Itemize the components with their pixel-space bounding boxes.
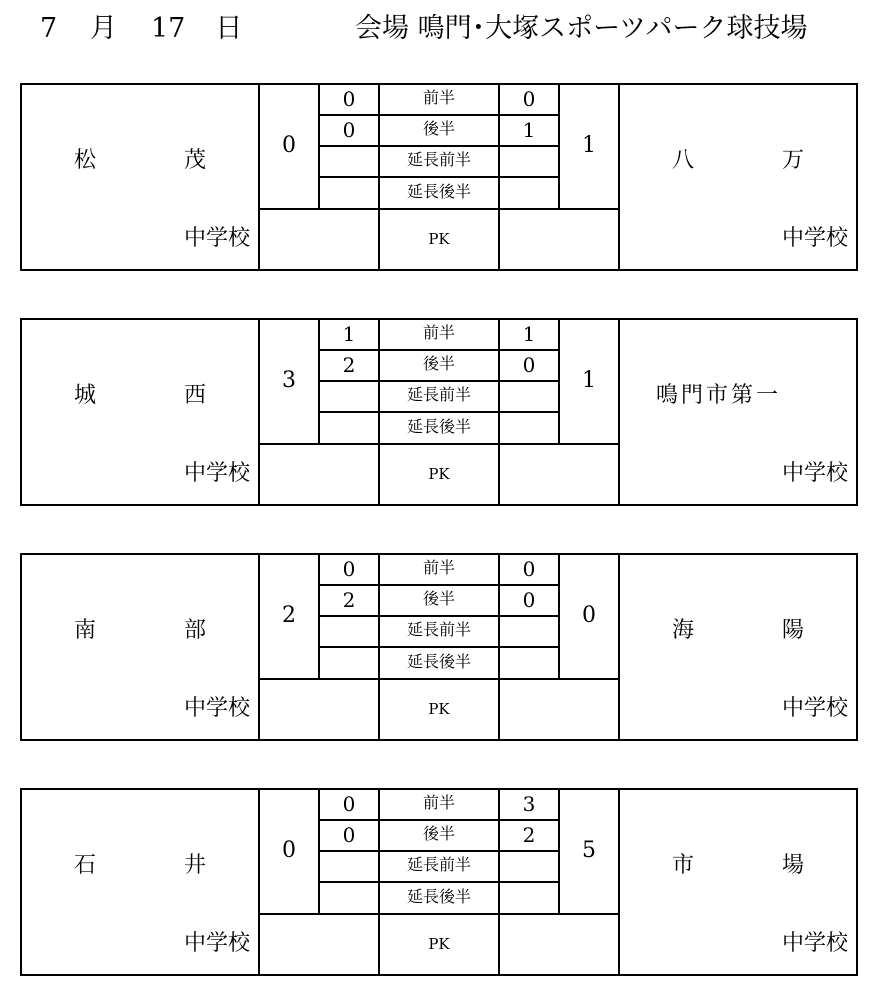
match-table: [20, 318, 858, 506]
pk-label: PK: [428, 935, 450, 953]
home-team-char1: 南: [73, 618, 96, 643]
table-border: [856, 788, 858, 976]
table-divider: [318, 114, 560, 116]
home-school-suffix: 中学校: [183, 461, 250, 486]
home-total-score: 0: [282, 133, 296, 158]
table-divider: [618, 83, 620, 271]
table-border: [20, 504, 858, 506]
away-team-char2: 陽: [781, 618, 804, 643]
extra-first-half-label: 延長前半: [406, 150, 471, 169]
table-border: [20, 788, 858, 790]
second-half-label: 後半: [422, 354, 455, 373]
extra-second-half-label: 延長後半: [406, 417, 471, 436]
second-half-label: 後半: [422, 589, 455, 608]
table-divider: [258, 443, 620, 445]
away-total-score: 1: [582, 368, 596, 393]
first-half-label: 前半: [422, 558, 455, 577]
away-first-half-score: 0: [522, 87, 536, 111]
home-team-char2: 西: [183, 383, 206, 408]
table-border: [20, 318, 22, 506]
date-month-number: 7: [40, 13, 58, 44]
away-second-half-score: 1: [522, 118, 536, 142]
table-divider: [318, 176, 560, 178]
pk-label: PK: [428, 700, 450, 718]
match-date: [40, 12, 242, 46]
away-school-suffix: 中学校: [781, 461, 848, 486]
match-table: [20, 553, 858, 741]
extra-first-half-label: 延長前半: [406, 620, 471, 639]
table-divider: [318, 646, 560, 648]
extra-second-half-label: 延長後半: [406, 182, 471, 201]
home-school-suffix: 中学校: [183, 226, 250, 251]
away-team-char1: 海: [671, 618, 694, 643]
extra-second-half-label: 延長後半: [406, 887, 471, 906]
table-divider: [258, 913, 620, 915]
away-team-char2: 万: [781, 148, 804, 173]
away-second-half-score: 0: [522, 353, 536, 377]
away-first-half-score: 3: [522, 792, 536, 816]
home-first-half-score: 1: [342, 322, 356, 346]
away-school-suffix: 中学校: [781, 226, 848, 251]
home-second-half-score: 0: [342, 823, 356, 847]
second-half-label: 後半: [422, 119, 455, 138]
table-divider: [318, 850, 560, 852]
away-team-char1: 市: [671, 853, 694, 878]
date-day-number: 17: [151, 13, 186, 44]
pk-label: PK: [428, 465, 450, 483]
first-half-label: 前半: [422, 88, 455, 107]
away-first-half-score: 0: [522, 557, 536, 581]
extra-second-half-label: 延長後半: [406, 652, 471, 671]
table-divider: [618, 318, 620, 506]
table-divider: [318, 145, 560, 147]
home-team-char1: 石: [73, 853, 96, 878]
table-divider: [618, 788, 620, 976]
second-half-label: 後半: [422, 824, 455, 843]
table-divider: [258, 83, 260, 271]
match-table: [20, 83, 858, 271]
table-divider: [258, 788, 260, 976]
pk-label: PK: [428, 230, 450, 248]
away-team-char1: 八: [671, 148, 694, 173]
table-divider: [258, 208, 620, 210]
away-total-score: 0: [582, 603, 596, 628]
home-first-half-score: 0: [342, 87, 356, 111]
table-border: [856, 83, 858, 271]
home-total-score: 0: [282, 838, 296, 863]
home-team-char2: 井: [183, 853, 206, 878]
match-table: [20, 788, 858, 976]
table-divider: [318, 881, 560, 883]
table-divider: [258, 318, 260, 506]
home-second-half-score: 2: [342, 353, 356, 377]
table-border: [20, 788, 22, 976]
table-border: [856, 318, 858, 506]
home-team-char2: 茂: [183, 148, 206, 173]
table-border: [20, 269, 858, 271]
table-border: [20, 553, 22, 741]
home-second-half-score: 2: [342, 588, 356, 612]
away-total-score: 5: [582, 838, 596, 863]
home-second-half-score: 0: [342, 118, 356, 142]
table-border: [20, 83, 858, 85]
table-border: [20, 739, 858, 741]
away-team-char2: 場: [781, 853, 804, 878]
table-divider: [318, 349, 560, 351]
away-school-suffix: 中学校: [781, 931, 848, 956]
home-total-score: 3: [282, 368, 296, 393]
table-divider: [318, 584, 560, 586]
table-divider: [318, 411, 560, 413]
table-divider: [318, 615, 560, 617]
home-total-score: 2: [282, 603, 296, 628]
away-team-name: 鳴門市第一: [656, 383, 782, 408]
table-divider: [258, 553, 260, 741]
home-school-suffix: 中学校: [183, 931, 250, 956]
table-divider: [318, 380, 560, 382]
table-divider: [258, 678, 620, 680]
away-second-half-score: 0: [522, 588, 536, 612]
home-team-char1: 城: [73, 383, 96, 408]
venue-title: 会場 鳴門･大塚スポーツパーク球技場: [355, 13, 808, 44]
first-half-label: 前半: [422, 323, 455, 342]
table-divider: [618, 553, 620, 741]
away-second-half-score: 2: [522, 823, 536, 847]
away-school-suffix: 中学校: [781, 696, 848, 721]
home-first-half-score: 0: [342, 792, 356, 816]
date-month-kanji: 月: [90, 13, 117, 44]
table-divider: [318, 819, 560, 821]
table-border: [20, 83, 22, 271]
home-first-half-score: 0: [342, 557, 356, 581]
extra-first-half-label: 延長前半: [406, 385, 471, 404]
extra-first-half-label: 延長前半: [406, 855, 471, 874]
table-border: [20, 974, 858, 976]
home-team-char2: 部: [183, 618, 206, 643]
table-border: [20, 318, 858, 320]
away-total-score: 1: [582, 133, 596, 158]
table-border: [20, 553, 858, 555]
home-team-char1: 松: [73, 148, 96, 173]
home-school-suffix: 中学校: [183, 696, 250, 721]
date-day-kanji: 日: [215, 13, 243, 44]
first-half-label: 前半: [422, 793, 455, 812]
table-border: [856, 553, 858, 741]
away-first-half-score: 1: [522, 322, 536, 346]
